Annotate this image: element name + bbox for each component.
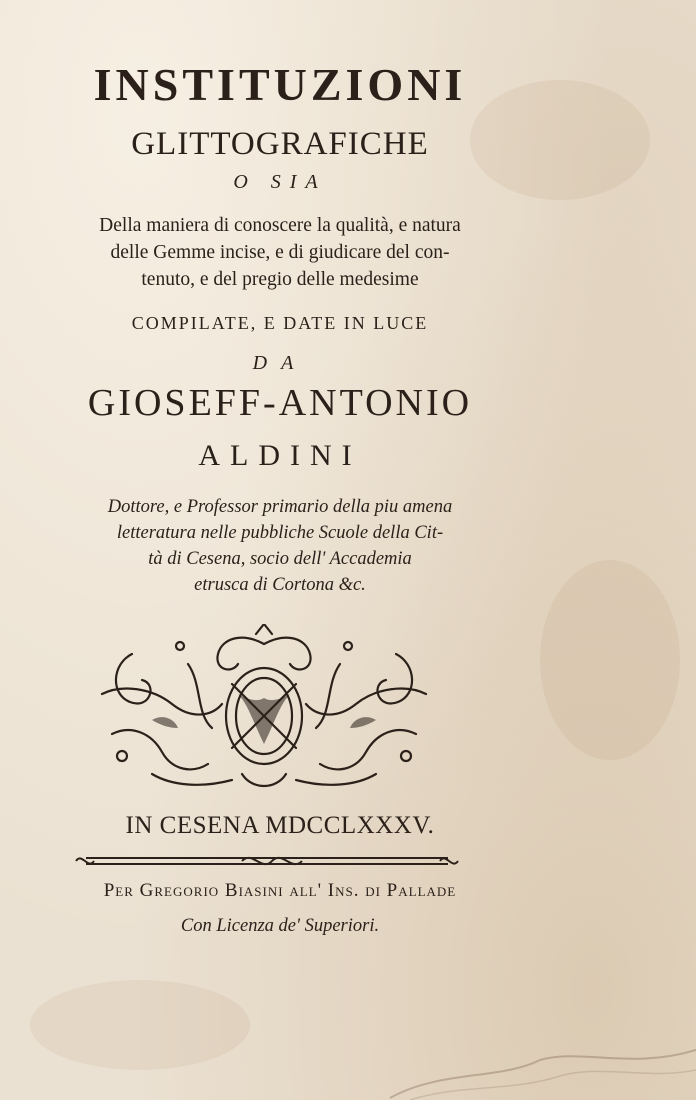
author-bio — [0, 494, 560, 598]
typographic-rule-ornament-icon — [72, 850, 462, 872]
paper-tear-mark — [380, 1040, 696, 1100]
description-line: tenuto, e del pregio delle medesime — [141, 269, 419, 290]
title-line-2: GLITTOGRAFICHE — [131, 126, 429, 162]
printer-text: Per Gregorio Biasini all' Ins. di Pallade — [103, 880, 457, 901]
description-line: delle Gemme incise, e di giudicare del con- — [110, 242, 450, 263]
description — [0, 212, 560, 293]
bio-line: Dottore, e Professor primario della piu amena — [107, 497, 453, 517]
printer-line — [0, 880, 560, 902]
imprint-place-date: IN CESENA MDCCLXXXV. — [125, 812, 435, 839]
da-line: DA — [252, 352, 308, 374]
baroque-scroll-ornament-icon — [92, 624, 436, 796]
title-line-1: INSTITUZIONI — [93, 59, 467, 110]
bio-line: etrusca di Cortona &c. — [194, 575, 366, 595]
compilate-line: COMPILATE, E DATE IN LUCE — [131, 313, 429, 333]
author-first-name: GIOSEFF-ANTONIO — [87, 382, 473, 424]
description-line: Della maniera di conoscere la qualità, e natura — [99, 215, 461, 236]
subtitle-connector: O SIA — [233, 171, 327, 193]
bio-line: tà di Cesena, socio dell' Accademia — [148, 549, 412, 569]
bio-line: letteratura nelle pubbliche Scuole della Cit- — [116, 523, 444, 543]
author-surname: ALDINI — [198, 439, 362, 472]
licence-line: Con Licenza de' Superiori. — [180, 916, 380, 936]
